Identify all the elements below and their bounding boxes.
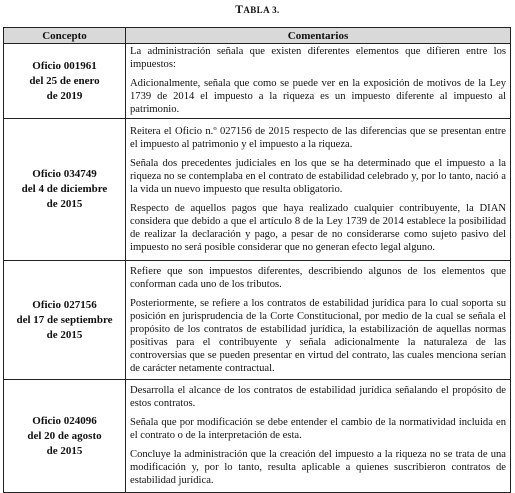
concept-cell	[4, 119, 126, 261]
concept-line: Oficio 034749	[32, 168, 97, 180]
table-row	[4, 119, 511, 261]
comment-paragraph: Señala dos precedentes judiciales en los que se ha determinado que el impuesto a la riqueza no se contemplaba en el contrato de estabilidad celebrado y, por lo tanto, nació a la vida un nuevo impuesto que resulta obligatorio.	[130, 157, 506, 195]
table-caption: TABLA 3.	[235, 4, 280, 16]
comment-paragraph: Concluye la administración que la creación del impuesto a la riqueza no se trata de una modificación y, por lo tanto, resulta aplicable a quienes suscribieron contratos de estabilidad jurídica.	[130, 449, 506, 486]
concept-line: de 2015	[46, 328, 83, 341]
comment-paragraph: Adicionalmente, señala que como se puede ver en la exposición de motivos de la Ley 1739 de 2014 el impuesto a la riqueza es un impuesto diferente al impuesto al patrimonio.	[130, 78, 506, 115]
table-row	[4, 261, 511, 380]
concept-line: del 4 de diciembre	[21, 183, 108, 195]
comment-paragraph: Posteriormente, se refiere a los contratos de estabilidad jurídica para lo cual soporta su posición en jurisprudencia de la Corte Constitucional, por medio de la cual se señala el propósito de los contratos de estabilidad jurídica, la estabilización de aquellas normas positivas para el contribuyente y señala adicionalmente la naturaleza de las controversias que se pueden presentar en virtud del contrato, las cuales menciona serían de carácter netamente contractual.	[130, 297, 506, 374]
header-row	[4, 28, 511, 44]
concept-line: de 2015	[46, 444, 83, 457]
comment-paragraph: Reitera el Oficio n.º 027156 de 2015 respecto de las diferencias que se presentan entre el impuesto al patrimonio y el impuesto a la riqueza.	[130, 125, 506, 150]
comment-paragraph: Refiere que son impuestos diferentes, describiendo algunos de los elementos que conforman cada uno de los tributos.	[130, 265, 506, 290]
comment-paragraph: Señala que por modificación se debe entender el cambio de la normatividad incluida en el contrato o de la interpretación de esta.	[130, 417, 506, 441]
comments-cell	[126, 380, 511, 493]
concept-cell	[4, 380, 126, 493]
concept-line: Oficio 001961	[32, 59, 97, 72]
concept-line: Oficio 024096	[32, 414, 97, 427]
comment-paragraph: La administración señala que existen diferentes elementos que difieren entre los impuestos:	[130, 46, 506, 70]
comments-cell	[126, 119, 511, 261]
concept-line: del 17 de septiembre	[16, 313, 113, 326]
concept-line: de 2019	[46, 89, 83, 102]
comment-paragraph: Respecto de aquellos pagos que haya realizado cualquier contribuyente, la DIAN considera que debido a que el artículo 8 de la Ley 1739 de 2014 establece la posibilidad de realizar la declaración y pago, a pesar de no considerarse como sujeto pasivo del impuesto no será posible considerar que no generan efecto legal alguno.	[130, 202, 506, 253]
concept-cell	[4, 261, 126, 380]
header-comentarios: Comentarios	[126, 28, 511, 44]
concept-line: del 20 de agosto	[27, 429, 102, 442]
concepts-table	[3, 27, 511, 493]
comment-paragraph: Desarrolla el alcance de los contratos de estabilidad jurídica señalando el propósito de estos contratos.	[130, 385, 506, 409]
concept-cell	[4, 44, 126, 119]
table-row	[4, 44, 511, 119]
header-concepto: Concepto	[4, 28, 126, 44]
concept-line: de 2015	[46, 198, 83, 210]
concept-line: del 25 de enero	[29, 74, 100, 87]
table-row	[4, 380, 511, 493]
comments-cell	[126, 44, 511, 119]
concept-line: Oficio 027156	[32, 298, 97, 311]
comments-cell	[126, 261, 511, 380]
